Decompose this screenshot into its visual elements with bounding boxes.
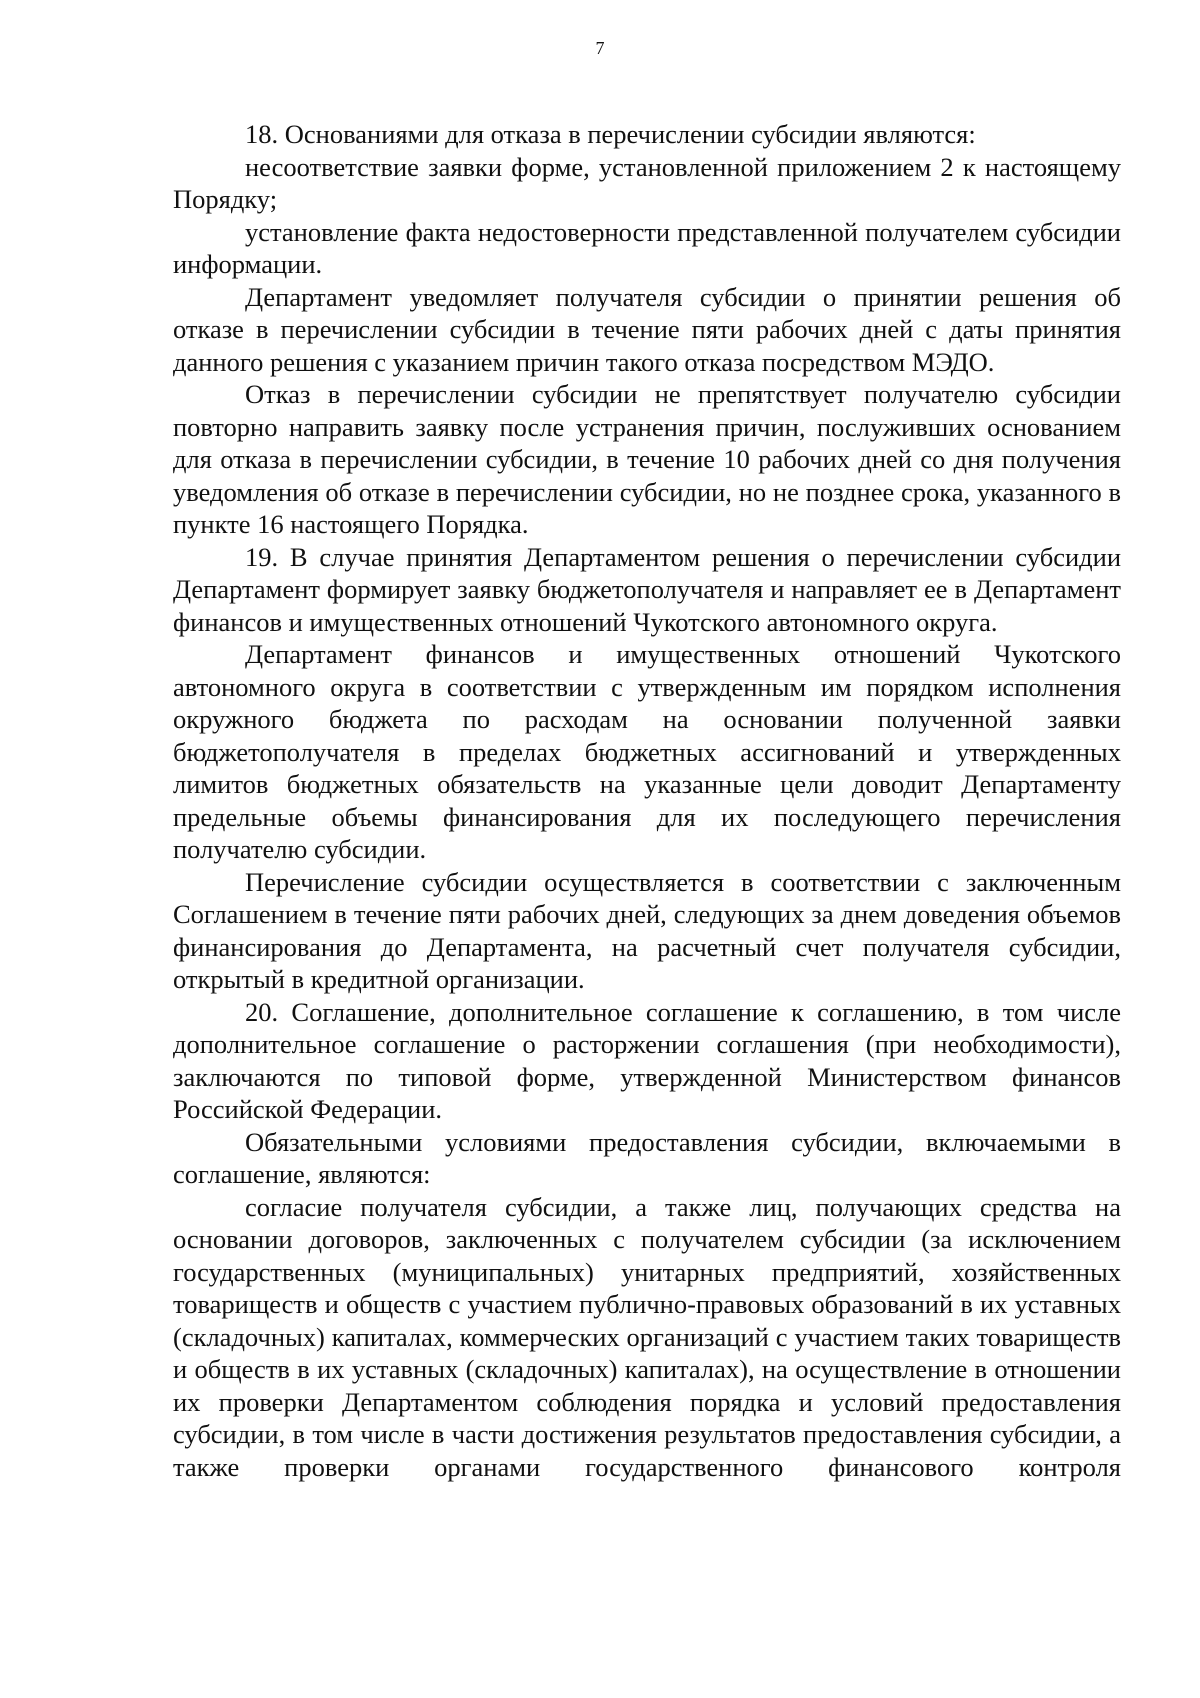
- paragraph-consent-to-inspection: согласие получателя субсидии, а также лиц, получающих средства на основании договоров, заключенных с получателем субсидии (за исключением государственных (муниципальных) унитарных предприятий, хозяйственных товариществ и обществ с участием публично-правовых образований в их уставных (складочных) капиталах, коммерческих организаций с участием таких товариществ и обществ в их уставных (складочных) капиталах), на осуществление в отношении их проверки Департаментом соблюдения порядка и условий предоставления субсидии, в том числе в части достижения результатов предоставления субсидии, а также проверки органами государственного финансового контроля: [173, 1191, 1121, 1482]
- paragraph-subsidy-transfer: Перечисление субсидии осуществляется в соответствии с заключенным Соглашением в течение пяти рабочих дней, следующих за днем доведения объемов финансирования до Департамента, на расчетный счет получателя субсидии, открытый в кредитной организации.: [173, 866, 1121, 994]
- paragraph-refusal-ground-false-info: установление факта недостоверности представленной получателем субсидии информации.: [173, 216, 1121, 279]
- paragraph-refusal-notification: Департамент уведомляет получателя субсидии о принятии решения об отказе в перечислении субсидии в течение пяти рабочих дней с даты принятия данного решения с указанием причин такого отказа посредством МЭДО.: [173, 281, 1121, 377]
- paragraph-refusal-ground-form: несоответствие заявки форме, установленной приложением 2 к настоящему Порядку;: [173, 151, 1121, 214]
- paragraph-repeat-application: Отказ в перечислении субсидии не препятствует получателю субсидии повторно направить заявку после устранения причин, послуживших основанием для отказа в перечислении субсидии, в течение 10 рабочих дней со дня получения уведомления об отказе в перечислении субсидии, но не позднее срока, указанного в пункте 16 настоящего Порядка.: [173, 379, 1121, 539]
- paragraph-finance-department: Департамент финансов и имущественных отношений Чукотского автономного округа в соответствии с утвержденным им порядком исполнения окружного бюджета по расходам на основании полученной заявки бюджетополучателя в пределах бюджетных ассигнований и утвержденных лимитов бюджетных обязательств на указанные цели доводит Департаменту предельные объемы финансирования для их последующего перечисления получателю субсидии.: [173, 639, 1121, 864]
- document-body: [173, 118, 1121, 1483]
- paragraph-item-18-heading: 18. Основаниями для отказа в перечислении субсидии являются:: [245, 119, 976, 149]
- paragraph-mandatory-conditions: Обязательными условиями предоставления субсидии, включаемыми в соглашение, являются:: [173, 1126, 1121, 1189]
- page-number: 7: [595, 38, 605, 58]
- paragraph-item-19: 19. В случае принятия Департаментом решения о перечислении субсидии Департамент формирует заявку бюджетополучателя и направляет ее в Департамент финансов и имущественных отношений Чукотского автономного округа.: [173, 541, 1121, 637]
- paragraph-item-20: 20. Соглашение, дополнительное соглашение к соглашению, в том числе дополнительное соглашение о расторжении соглашения (при необходимости), заключаются по типовой форме, утвержденной Министерством финансов Российской Федерации.: [173, 996, 1121, 1124]
